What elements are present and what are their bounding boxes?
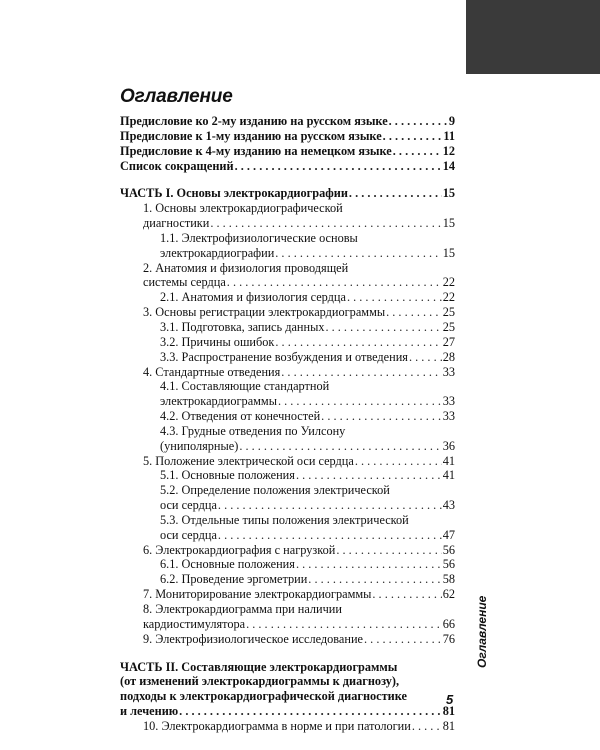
toc-entry	[120, 660, 455, 675]
toc-entry-title: 7. Мониторирование электрокардиограммы	[143, 587, 372, 602]
toc-entry-page: 12	[442, 143, 455, 158]
toc-entry-title: кардиостимулятора	[143, 616, 246, 631]
toc-entry	[120, 159, 455, 174]
toc-entry-title: 10. Электрокардиограмма в норме и при патологии	[143, 718, 411, 733]
toc-dot-leader	[275, 246, 441, 261]
toc-entry-title: 4.2. Отведения от конечностей	[160, 409, 321, 424]
toc-entry	[120, 305, 455, 320]
page-number: 5	[446, 692, 454, 707]
toc-dot-leader	[275, 335, 441, 350]
toc-entry	[120, 379, 455, 394]
toc-entry-page: 41	[442, 453, 455, 468]
toc-entry-title: диагностики	[143, 216, 210, 231]
toc-entry	[120, 498, 455, 513]
toc-entry-page: 58	[442, 572, 455, 587]
toc-entry	[120, 689, 455, 704]
toc-entry	[120, 129, 455, 144]
toc-entry	[120, 114, 455, 129]
toc-dot-leader	[386, 305, 442, 320]
toc-entry-page: 27	[442, 334, 455, 349]
toc-entry-title: 4. Стандартные отведения	[143, 364, 281, 379]
toc-entry	[120, 704, 455, 719]
toc-dot-leader	[355, 454, 442, 469]
toc-entry-page: 9	[448, 114, 455, 128]
toc-entry-page: 41	[442, 468, 455, 483]
toc-dot-leader	[296, 557, 442, 572]
toc-dot-leader	[278, 394, 442, 409]
side-running-header: Оглавление	[475, 595, 489, 668]
toc-dot-leader	[409, 350, 442, 365]
toc-dot-leader	[393, 144, 442, 159]
toc-entry	[120, 617, 455, 632]
toc-entry	[120, 186, 455, 201]
toc-entry-title: ЧАСТЬ II. Составляющие электрокардиограммы	[120, 659, 398, 674]
toc-entry-title: Предисловие ко 2-му изданию на русском языке	[120, 114, 388, 128]
toc-entry	[120, 335, 455, 350]
toc-entry	[120, 424, 455, 439]
toc-dot-leader	[227, 275, 442, 290]
toc-entry-title: и лечению	[120, 704, 179, 719]
toc-entry-title: 4.3. Грудные отведения по Уилсону	[160, 423, 346, 438]
toc-entry-page: 22	[442, 290, 455, 305]
corner-tab-block	[466, 0, 600, 74]
toc-entry	[120, 350, 455, 365]
toc-entry	[120, 543, 455, 558]
toc-entry	[120, 557, 455, 572]
toc-entry-title: (униполярные)	[160, 438, 239, 453]
toc-entry-title: 2. Анатомия и физиология проводящей	[143, 260, 349, 275]
toc-dot-leader	[383, 129, 443, 144]
toc-dot-leader	[336, 543, 441, 558]
toc-dot-leader	[308, 572, 441, 587]
toc-entry-page: 81	[442, 704, 455, 719]
toc-dot-leader	[325, 320, 441, 335]
toc-entry	[120, 513, 455, 528]
toc-entry-title: 3.3. Распространение возбуждения и отведения	[160, 349, 408, 364]
toc-entry	[120, 468, 455, 483]
toc-gap	[120, 173, 455, 186]
toc-entry-page: 56	[442, 542, 455, 557]
toc-dot-leader	[210, 216, 441, 231]
toc-entry-title: электрокардиограммы	[160, 394, 277, 409]
toc-gap	[120, 647, 455, 660]
toc-entry-title: 4.1. Составляющие стандартной	[160, 379, 330, 394]
toc-entry-title: 3.1. Подготовка, запись данных	[160, 319, 325, 334]
toc-entry-page: 66	[442, 616, 455, 631]
toc-dot-leader	[218, 528, 442, 543]
toc-entry-title: 1. Основы электрокардиографической	[143, 201, 343, 216]
toc-entry-page: 76	[442, 631, 455, 646]
toc-dot-leader	[296, 468, 442, 483]
toc-entry-page: 28	[442, 349, 455, 364]
toc-entry-title: 5.1. Основные положения	[160, 468, 295, 483]
toc-entry-page: 43	[442, 498, 455, 513]
toc-entry-page: 33	[442, 409, 455, 424]
toc-entry-title: (от изменений электрокардиограммы к диагнозу),	[120, 674, 400, 689]
table-of-contents	[120, 114, 455, 734]
toc-entry-page: 36	[442, 438, 455, 453]
toc-entry	[120, 365, 455, 380]
toc-entry-page: 15	[442, 216, 455, 231]
page-title: Оглавление	[120, 86, 233, 107]
toc-entry	[120, 216, 455, 231]
toc-dot-leader	[372, 587, 441, 602]
toc-dot-leader	[239, 439, 441, 454]
toc-entry	[120, 246, 455, 261]
toc-entry-page: 22	[442, 275, 455, 290]
toc-dot-leader	[235, 159, 442, 174]
toc-entry-title: оси сердца	[160, 527, 217, 542]
toc-dot-leader	[321, 409, 442, 424]
toc-entry-title: 5.2. Определение положения электрической	[160, 483, 390, 498]
toc-entry-page: 81	[442, 718, 455, 733]
toc-entry-title: системы сердца	[143, 275, 226, 290]
toc-dot-leader	[179, 704, 442, 719]
toc-entry	[120, 261, 455, 276]
toc-entry-page: 47	[442, 527, 455, 542]
toc-entry	[120, 572, 455, 587]
toc-entry-page: 15	[442, 186, 455, 201]
toc-entry-title: 3. Основы регистрации электрокардиограммы	[143, 305, 386, 320]
toc-entry-title: Список сокращений	[120, 158, 234, 173]
toc-dot-leader	[412, 719, 442, 734]
toc-entry-page: 25	[442, 305, 455, 320]
toc-entry-title: 9. Электрофизиологическое исследование	[143, 631, 364, 646]
toc-entry	[120, 602, 455, 617]
toc-entry-page: 62	[442, 587, 455, 602]
toc-entry-title: ЧАСТЬ I. Основы электрокардиографии	[120, 186, 348, 201]
toc-entry-page: 33	[442, 364, 455, 379]
toc-entry-title: 5. Положение электрической оси сердца	[143, 453, 354, 468]
toc-entry	[120, 454, 455, 469]
toc-entry-title: оси сердца	[160, 498, 217, 513]
toc-entry-title: 6. Электрокардиография с нагрузкой	[143, 542, 336, 557]
toc-entry-title: 6.1. Основные положения	[160, 557, 295, 572]
toc-entry-page: 14	[442, 158, 455, 173]
toc-entry-title: Предисловие к 1-му изданию на русском языке	[120, 128, 382, 143]
toc-entry	[120, 528, 455, 543]
toc-dot-leader	[389, 114, 448, 129]
toc-entry	[120, 275, 455, 290]
toc-entry-page: 56	[442, 557, 455, 572]
toc-dot-leader	[218, 498, 442, 513]
toc-entry-page: 25	[442, 319, 455, 334]
toc-entry	[120, 483, 455, 498]
toc-dot-leader	[364, 632, 442, 647]
toc-entry	[120, 719, 455, 734]
toc-entry-page: 33	[442, 394, 455, 409]
toc-entry-title: 2.1. Анатомия и физиология сердца	[160, 290, 346, 305]
toc-entry	[120, 290, 455, 305]
toc-entry-title: электрокардиографии	[160, 245, 275, 260]
toc-dot-leader	[347, 290, 442, 305]
toc-entry-title: 1.1. Электрофизиологические основы	[160, 230, 358, 245]
toc-entry-title: 5.3. Отдельные типы положения электрической	[160, 512, 409, 527]
toc-dot-leader	[281, 365, 441, 380]
toc-dot-leader	[246, 617, 442, 632]
toc-entry-page: 15	[442, 245, 455, 260]
toc-entry-title: 6.2. Проведение эргометрии	[160, 572, 308, 587]
toc-entry-title: 8. Электрокардиограмма при наличии	[143, 602, 342, 616]
toc-entry	[120, 231, 455, 246]
toc-entry	[120, 320, 455, 335]
toc-entry	[120, 439, 455, 454]
toc-entry	[120, 632, 455, 647]
toc-entry	[120, 587, 455, 602]
toc-entry	[120, 394, 455, 409]
toc-entry	[120, 201, 455, 216]
toc-entry	[120, 144, 455, 159]
toc-entry-page: 11	[443, 128, 455, 143]
toc-entry-title: подходы к электрокардиографической диагностике	[120, 689, 408, 704]
toc-entry	[120, 674, 455, 689]
toc-entry-title: Предисловие к 4-му изданию на немецком языке	[120, 143, 392, 158]
toc-entry	[120, 409, 455, 424]
toc-entry-title: 3.2. Причины ошибок	[160, 334, 275, 349]
toc-dot-leader	[349, 186, 442, 201]
